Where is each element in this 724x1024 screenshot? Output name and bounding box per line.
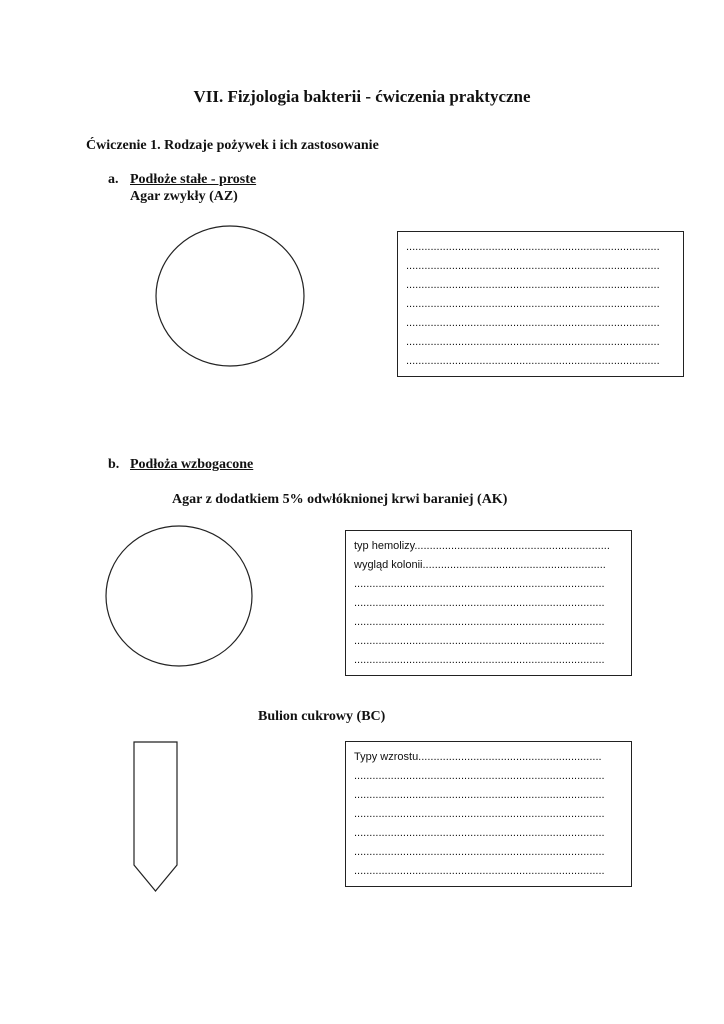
section-b-title: Podłoża wzbogacone [130,457,254,472]
answer-box-bc [345,741,632,887]
answer-line: ................................................................................... [406,336,660,348]
test-tube-bc [133,741,179,893]
answer-box-az [397,231,684,377]
answer-line: .................................................................................. [354,846,605,858]
answer-line: .................................................................................. [354,827,605,839]
petri-dish-ak [105,525,253,667]
answer-line: .................................................................................. [354,635,605,647]
page-title: VII. Fizjologia bakterii - ćwiczenia praktyczne [193,87,531,106]
answer-line: .................................................................................. [354,616,605,628]
answer-line: Typy wzrostu............................................................ [354,751,602,763]
medium-ak-label: Agar z dodatkiem 5% odwłóknionej krwi baraniej (AK) [172,492,508,507]
section-a-title: Podłoże stałe - proste [130,172,257,187]
answer-line: ................................................................................... [406,241,660,253]
answer-line: .................................................................................. [354,578,605,590]
answer-line: ................................................................................... [406,317,660,329]
answer-line: .................................................................................. [354,654,605,666]
answer-line: ................................................................................... [406,298,660,310]
answer-box-ak [345,530,632,676]
answer-line: .................................................................................. [354,789,605,801]
section-a-marker: a. [108,172,119,187]
answer-line: .................................................................................. [354,808,605,820]
answer-line: typ hemolizy................................................................ [354,540,610,552]
answer-line: ................................................................................... [406,279,660,291]
answer-line: .................................................................................. [354,770,605,782]
petri-dish-az [155,225,305,367]
medium-bc-label: Bulion cukrowy (BC) [258,709,386,724]
exercise-heading: Ćwiczenie 1. Rodzaje pożywek i ich zastosowanie [86,138,379,153]
answer-line: ................................................................................... [406,260,660,272]
section-b-heading [108,457,253,473]
answer-line: wygląd kolonii............................................................ [354,559,606,571]
answer-line: ................................................................................... [406,355,660,367]
section-b-marker: b. [108,457,120,472]
medium-az-label: Agar zwykły (AZ) [130,189,238,204]
answer-line: .................................................................................. [354,865,605,877]
answer-line: .................................................................................. [354,597,605,609]
section-a-heading [108,172,256,188]
